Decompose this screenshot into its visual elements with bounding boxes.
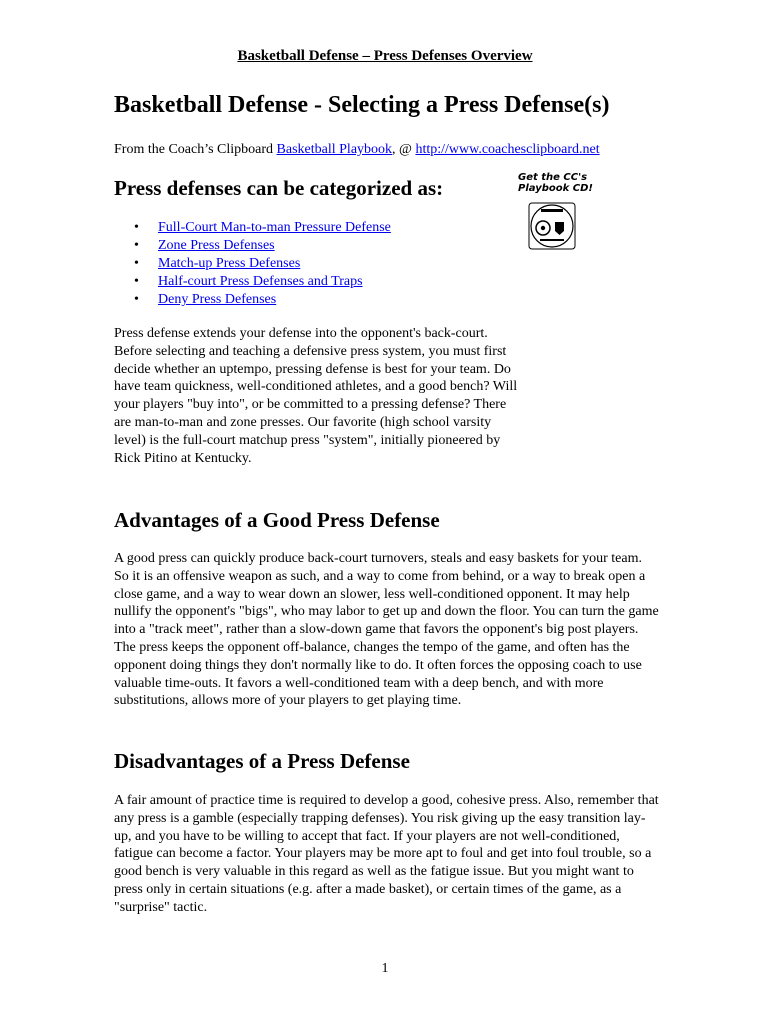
playbook-link[interactable]: Basketball Playbook bbox=[276, 142, 393, 157]
bullet-icon: • bbox=[134, 274, 139, 289]
press-defense-list bbox=[114, 219, 391, 309]
link-half-court-press[interactable]: Half-court Press Defenses and Traps bbox=[158, 274, 363, 289]
list-item bbox=[114, 291, 391, 309]
categorized-heading: Press defenses can be categorized as: bbox=[114, 176, 444, 200]
bullet-icon: • bbox=[134, 220, 139, 235]
promo-caption-line2: Playbook CD! bbox=[518, 183, 593, 194]
list-item bbox=[114, 273, 391, 291]
list-item bbox=[114, 219, 391, 237]
promo-caption-line1: Get the CC's bbox=[518, 172, 588, 183]
advantages-paragraph: A good press can quickly produce back-court turnovers, steals and easy baskets for your team. So it is an offensive weapon as such, and a way to come from behind, or a way to break open a close game, and a way to wear down an slower, less well-conditioned opponent. It may help nullify the opponent's "bigs", who may labor to get up and down the floor. You can turn the game into a "track meet", rather than a slow-down game that favors the opponent's big post players. The press keeps the opponent off-balance, changes the tempo of the game, and often has the opponent doing things they don't normally like to do. It often forces the opposing coach to use valuable time-outs. It favors a well-conditioned team with a deep bench, and with more substitutions, allows more of your players to get playing time. bbox=[114, 551, 659, 709]
source-line bbox=[114, 142, 600, 158]
website-link[interactable]: http://www.coachesclipboard.net bbox=[415, 142, 600, 157]
intro-paragraph: Press defense extends your defense into the opponent's back-court. Before selecting and teaching a defensive press system, you must first decide whether an uptempo, pressing defense is best for your team. Do have team quickness, well-conditioned athletes, and a good bench? Will your players "buy into", or be committed to a pressing defense? There are man-to-man and zone presses. Our favorite (high school varsity level) is the full-court matchup press "system", initially pioneered by Rick Pitino at Kentucky. bbox=[114, 326, 518, 466]
cd-icon bbox=[528, 202, 576, 250]
page-title: Basketball Defense - Selecting a Press Defense(s) bbox=[114, 92, 610, 118]
playbook-cd-promo[interactable] bbox=[518, 172, 608, 194]
advantages-heading: Advantages of a Good Press Defense bbox=[114, 508, 440, 532]
list-item bbox=[114, 255, 391, 273]
link-full-court-man-to-man[interactable]: Full-Court Man-to-man Pressure Defense bbox=[158, 220, 391, 235]
link-deny-press[interactable]: Deny Press Defenses bbox=[158, 292, 277, 307]
bullet-icon: • bbox=[134, 292, 139, 307]
running-header: Basketball Defense – Press Defenses Overview bbox=[237, 48, 533, 64]
bullet-icon: • bbox=[134, 256, 139, 271]
page-number: 1 bbox=[381, 961, 389, 976]
link-match-up-press[interactable]: Match-up Press Defenses bbox=[158, 256, 301, 271]
list-item bbox=[114, 237, 391, 255]
source-prefix: From the Coach’s Clipboard bbox=[114, 142, 277, 157]
disadvantages-heading: Disadvantages of a Press Defense bbox=[114, 749, 410, 773]
link-zone-press[interactable]: Zone Press Defenses bbox=[158, 238, 275, 253]
source-middle: , @ bbox=[392, 142, 416, 157]
disadvantages-paragraph: A fair amount of practice time is required to develop a good, cohesive press. Also, remember that any press is a gamble (especially trapping defenses). You risk giving up the easy transition lay-up, and you have to be willing to accept that fact. If your players are not well-conditioned, fatigue can become a factor. Your players may be more apt to foul and get into foul trouble, so a good bench is very valuable in this regard as well as the fatigue issue. But you might want to press only in certain situations (e.g. after a made basket), or certain times of the game, as a "surprise" tactic. bbox=[114, 793, 659, 915]
bullet-icon: • bbox=[134, 238, 139, 253]
